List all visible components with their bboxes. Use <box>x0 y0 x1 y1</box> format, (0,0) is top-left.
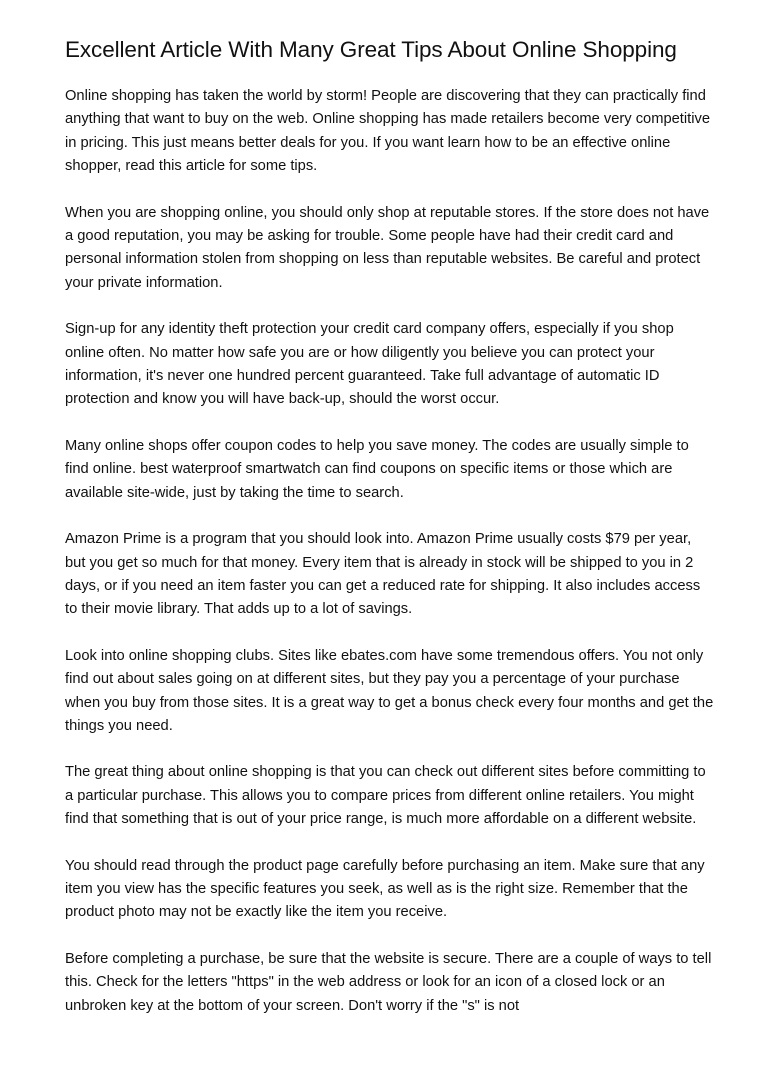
paragraph-identity-theft: Sign-up for any identity theft protection your credit card company offers, especially if you shop online often. No matter how safe you are or how diligently you believe you can protect your information, it's never one hundred percent guaranteed. Take full advantage of automatic ID protection and know you will have back-up, should the worst occur. <box>65 321 674 408</box>
paragraph-product-page: You should read through the product page carefully before purchasing an item. Make sure that any item you view has the specific features you seek, as well as is the right size. Remember that the product photo may not be exactly like the item you receive. <box>65 857 705 921</box>
paragraph-amazon-prime: Amazon Prime is a program that you should look into. Amazon Prime usually costs $79 per year, but you get so much for that money. Every item that is already in stock will be shipped to you in 2 days, or if you need an item faster you can get a reduced rate for shipping. It also includes access to their movie library. That adds up to a lot of savings. <box>65 531 701 618</box>
paragraph-compare-prices: The great thing about online shopping is that you can check out different sites before committing to a particular purchase. This allows you to compare prices from different online retailers. You might find that something that is out of your price range, is much more affordable on a different website. <box>65 764 706 828</box>
paragraph-reputable-stores: When you are shopping online, you should only shop at reputable stores. If the store does not have a good reputation, you may be asking for trouble. Some people have had their credit card and personal information stolen from shopping on less than reputable websites. Be careful and protect your private information. <box>65 204 710 291</box>
paragraph-secure-website: Before completing a purchase, be sure that the website is secure. There are a couple of ways to tell this. Check for the letters "https" in the web address or look for an icon of a closed lock or an unbroken key at the bottom of your screen. Don't worry if the "s" is not <box>65 950 712 1014</box>
page-title: Excellent Article With Many Great Tips About Online Shopping <box>65 37 677 62</box>
document-page <box>65 38 715 1041</box>
paragraph-coupon-codes: Many online shops offer coupon codes to help you save money. The codes are usually simple to find online. best waterproof smartwatch can find coupons on specific items or those which are available site-wide, just by taking the time to search. <box>65 437 689 501</box>
paragraph-intro: Online shopping has taken the world by storm! People are discovering that they can practically find anything that want to buy on the web. Online shopping has made retailers become very competitive in pricing. This just means better deals for you. If you want learn how to be an effective online shopper, read this article for some tips. <box>65 88 710 175</box>
paragraph-shopping-clubs: Look into online shopping clubs. Sites like ebates.com have some tremendous offers. You not only find out about sales going on at different sites, but they pay you a percentage of your purchase when you buy from those sites. It is a great way to get a bonus check every four months and get the things you need. <box>65 647 714 734</box>
article-body <box>65 85 715 1018</box>
